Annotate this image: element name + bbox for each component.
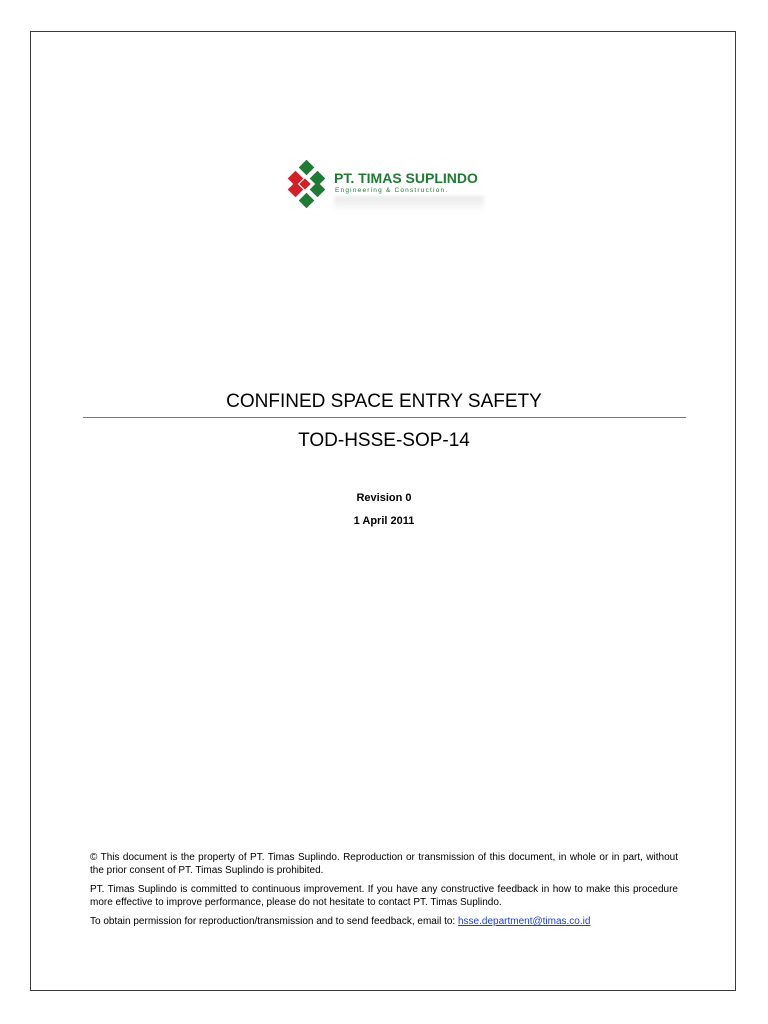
footer-notice xyxy=(90,851,678,934)
company-logo xyxy=(286,160,486,220)
copyright-notice: © This document is the property of PT. Timas Suplindo. Reproduction or transmission of this document, in whole or in part, without the prior consent of PT. Timas Suplindo is prohibited. xyxy=(90,852,678,876)
document-title: CONFINED SPACE ENTRY SAFETY xyxy=(226,391,542,412)
revision-label: Revision 0 xyxy=(356,492,412,504)
document-code: TOD-HSSE-SOP-14 xyxy=(298,430,470,451)
logo-diamond-icon xyxy=(286,160,332,214)
title-divider xyxy=(83,417,686,418)
contact-line xyxy=(90,915,678,928)
email-link[interactable]: hsse.department@timas.co.id xyxy=(457,916,591,927)
logo-company-name: PT. TIMAS SUPLINDO xyxy=(334,170,478,186)
document-date: 1 April 2011 xyxy=(353,515,415,527)
contact-prefix: To obtain permission for reproduction/transmission and to send feedback, email to: xyxy=(90,916,458,927)
logo-reflection xyxy=(334,196,484,212)
feedback-notice: PT. Timas Suplindo is committed to continuous improvement. If you have any constructive feedback in how to make this procedure more effective to improve performance, please do not hesitate to contact PT. Timas Suplindo. xyxy=(90,884,678,908)
logo-tagline: Engineering & Construction. xyxy=(335,187,449,194)
